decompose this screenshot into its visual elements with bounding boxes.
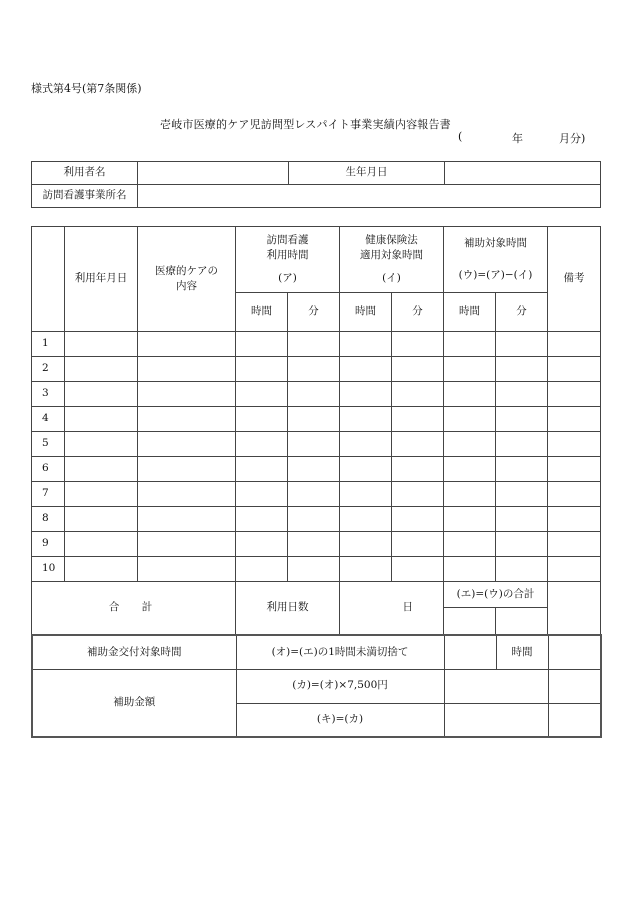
subsidy-minutes-cell[interactable] [496, 382, 548, 407]
insurance-minutes-cell[interactable] [392, 332, 444, 357]
record-row [32, 407, 601, 432]
date-cell[interactable] [65, 457, 138, 482]
usage-days-field[interactable] [340, 582, 444, 635]
subsidy-minutes-cell[interactable] [496, 507, 548, 532]
period-month-label: 月分) [559, 132, 586, 145]
row-number: 10 [32, 557, 65, 582]
care-content-cell[interactable] [138, 382, 236, 407]
visit-hours-cell[interactable] [236, 557, 288, 582]
care-content-cell[interactable] [138, 482, 236, 507]
days-unit: 日 [402, 601, 413, 614]
date-cell[interactable] [65, 557, 138, 582]
row-number: 8 [32, 507, 65, 532]
row-number: 1 [32, 332, 65, 357]
subsidy-minutes-cell[interactable] [496, 457, 548, 482]
insurance-minutes-cell[interactable] [392, 482, 444, 507]
visit-code: (ア) [278, 272, 297, 285]
visit-minutes-cell[interactable] [288, 357, 340, 382]
subsidy-minutes-cell[interactable] [496, 432, 548, 457]
amount-field-2[interactable] [444, 703, 548, 737]
date-cell[interactable] [65, 382, 138, 407]
insurance-minutes-cell[interactable] [392, 407, 444, 432]
subsidy-header-line1: 補助対象時間 [464, 237, 527, 250]
usage-record-table [31, 226, 601, 635]
subsidy-hours-cell[interactable] [444, 557, 496, 582]
visit-hours-header: 時間 [236, 293, 288, 332]
care-content-cell[interactable] [138, 332, 236, 357]
target-hours-formula: (オ)=(エ)の1時間未満切捨て [236, 635, 444, 669]
insurance-hours-cell[interactable] [340, 357, 392, 382]
form-number: 様式第4号(第7条関係) [31, 82, 142, 95]
row-number: 7 [32, 482, 65, 507]
visit-hours-cell[interactable] [236, 407, 288, 432]
insurance-minutes-cell[interactable] [392, 432, 444, 457]
care-header-line2: 内容 [176, 280, 197, 292]
care-content-cell[interactable] [138, 407, 236, 432]
record-row [32, 532, 601, 557]
visit-hours-cell[interactable] [236, 332, 288, 357]
row-number: 5 [32, 432, 65, 457]
subsidy-hours-cell[interactable] [444, 332, 496, 357]
row-number: 4 [32, 407, 65, 432]
row-number: 6 [32, 457, 65, 482]
visit-hours-cell[interactable] [236, 482, 288, 507]
visit-minutes-cell[interactable] [288, 332, 340, 357]
record-row [32, 332, 601, 357]
record-row [32, 457, 601, 482]
subsidy-time-header [444, 227, 548, 293]
total-label [32, 582, 236, 635]
record-row [32, 557, 601, 582]
insurance-hours-header: 時間 [340, 293, 392, 332]
care-content-cell[interactable] [138, 357, 236, 382]
remarks-cell[interactable] [548, 532, 601, 557]
insurance-minutes-cell[interactable] [392, 507, 444, 532]
insurance-minutes-cell[interactable] [392, 532, 444, 557]
insurance-hours-cell[interactable] [340, 457, 392, 482]
subsidy-minutes-cell[interactable] [496, 357, 548, 382]
visit-minutes-cell[interactable] [288, 557, 340, 582]
date-cell[interactable] [65, 507, 138, 532]
insurance-hours-cell[interactable] [340, 332, 392, 357]
user-name-label: 利用者名 [32, 162, 138, 185]
total-formula: (エ)=(ウ)の合計 [444, 582, 548, 608]
amount-label: 補助金額 [32, 669, 236, 737]
target-hours-label: 補助金交付対象時間 [32, 635, 236, 669]
subsidy-hours-cell[interactable] [444, 432, 496, 457]
target-hours-unit: 時間 [496, 635, 548, 669]
date-cell[interactable] [65, 432, 138, 457]
visit-hours-cell[interactable] [236, 357, 288, 382]
office-field[interactable] [138, 185, 601, 208]
record-row [32, 507, 601, 532]
subsidy-hours-cell[interactable] [444, 532, 496, 557]
visit-hours-cell[interactable] [236, 532, 288, 557]
subsidy-minutes-cell[interactable] [496, 532, 548, 557]
subsidy-summary-table [31, 634, 602, 738]
row-number-header [32, 227, 65, 332]
care-content-cell[interactable] [138, 532, 236, 557]
report-period [458, 130, 588, 144]
target-hours-field[interactable] [444, 635, 496, 669]
remarks-cell[interactable] [548, 482, 601, 507]
record-row [32, 482, 601, 507]
visit-minutes-header: 分 [288, 293, 340, 332]
remarks-cell[interactable] [548, 507, 601, 532]
office-label: 訪問看護事業所名 [32, 185, 138, 208]
record-row [32, 382, 601, 407]
subsidy-hours-cell[interactable] [444, 507, 496, 532]
visit-header-line2: 利用時間 [266, 248, 309, 261]
remarks-cell[interactable] [548, 332, 601, 357]
total-hours-cell[interactable] [444, 608, 496, 635]
subsidy-minutes-header: 分 [496, 293, 548, 332]
remarks-cell[interactable] [548, 357, 601, 382]
visit-time-header [236, 227, 340, 293]
care-content-header [138, 227, 236, 332]
insurance-hours-cell[interactable] [340, 482, 392, 507]
subsidy-minutes-cell[interactable] [496, 557, 548, 582]
document-title: 壱岐市医療的ケア児訪問型レスパイト事業実績内容報告書 [160, 118, 451, 131]
care-content-cell[interactable] [138, 457, 236, 482]
subsidy-hours-cell[interactable] [444, 382, 496, 407]
amount-formula-2: (キ)=(カ) [236, 703, 444, 737]
care-content-cell[interactable] [138, 507, 236, 532]
period-year-label: 年 [512, 132, 523, 145]
visit-header-line1: 訪問看護 [266, 233, 309, 246]
remarks-cell[interactable] [548, 432, 601, 457]
care-header-line1: 医療的ケアの [155, 264, 218, 277]
birthdate-label: 生年月日 [289, 162, 445, 185]
total-minutes-cell[interactable] [496, 608, 548, 635]
subsidy-hours-header: 時間 [444, 293, 496, 332]
row-number: 2 [32, 357, 65, 382]
subsidy-hours-cell[interactable] [444, 457, 496, 482]
birthdate-field[interactable] [445, 162, 601, 185]
user-name-field[interactable] [138, 162, 289, 185]
visit-minutes-cell[interactable] [288, 482, 340, 507]
date-cell[interactable] [65, 332, 138, 357]
target-hours-remarks[interactable] [548, 635, 601, 669]
remarks-cell[interactable] [548, 407, 601, 432]
date-cell[interactable] [65, 532, 138, 557]
visit-minutes-cell[interactable] [288, 407, 340, 432]
insurance-minutes-cell[interactable] [392, 382, 444, 407]
subsidy-formula: (ウ)=(ア)−(イ) [458, 268, 533, 281]
subsidy-hours-cell[interactable] [444, 357, 496, 382]
record-rows [32, 332, 601, 582]
insurance-header-line1: 健康保険法 [365, 233, 418, 246]
amount-remarks-2[interactable] [548, 703, 601, 737]
insurance-hours-cell[interactable] [340, 382, 392, 407]
record-row [32, 357, 601, 382]
visit-minutes-cell[interactable] [288, 507, 340, 532]
visit-hours-cell[interactable] [236, 382, 288, 407]
row-number: 9 [32, 532, 65, 557]
row-number: 3 [32, 382, 65, 407]
date-cell[interactable] [65, 357, 138, 382]
amount-formula-1: (カ)=(オ)×7,500円 [236, 669, 444, 703]
remarks-cell[interactable] [548, 557, 601, 582]
total-remarks-cell[interactable] [548, 582, 601, 635]
remarks-cell[interactable] [548, 457, 601, 482]
amount-remarks-1[interactable] [548, 669, 601, 703]
remarks-cell[interactable] [548, 382, 601, 407]
insurance-hours-cell[interactable] [340, 532, 392, 557]
visit-hours-cell[interactable] [236, 432, 288, 457]
visit-minutes-cell[interactable] [288, 382, 340, 407]
visit-minutes-cell[interactable] [288, 432, 340, 457]
amount-field-1[interactable] [444, 669, 548, 703]
insurance-minutes-cell[interactable] [392, 357, 444, 382]
visit-hours-cell[interactable] [236, 507, 288, 532]
date-cell[interactable] [65, 407, 138, 432]
visit-minutes-cell[interactable] [288, 457, 340, 482]
subsidy-minutes-cell[interactable] [496, 407, 548, 432]
remarks-header: 備考 [548, 227, 601, 332]
subsidy-hours-cell[interactable] [444, 407, 496, 432]
subsidy-minutes-cell[interactable] [496, 482, 548, 507]
insurance-code: (イ) [382, 272, 401, 285]
record-row [32, 432, 601, 457]
total-label-text: 合 計 [108, 601, 159, 614]
visit-hours-cell[interactable] [236, 457, 288, 482]
date-cell[interactable] [65, 482, 138, 507]
insurance-minutes-header: 分 [392, 293, 444, 332]
insurance-hours-cell[interactable] [340, 507, 392, 532]
insurance-hours-cell[interactable] [340, 432, 392, 457]
insurance-header-line2: 適用対象時間 [360, 248, 423, 261]
care-content-cell[interactable] [138, 557, 236, 582]
insurance-minutes-cell[interactable] [392, 457, 444, 482]
insurance-time-header [340, 227, 444, 293]
date-header: 利用年月日 [65, 227, 138, 332]
subsidy-minutes-cell[interactable] [496, 332, 548, 357]
care-content-cell[interactable] [138, 432, 236, 457]
user-info-table [31, 161, 601, 208]
subsidy-hours-cell[interactable] [444, 482, 496, 507]
period-open-paren: ( [458, 130, 463, 143]
insurance-minutes-cell[interactable] [392, 557, 444, 582]
visit-minutes-cell[interactable] [288, 532, 340, 557]
usage-days-label: 利用日数 [236, 582, 340, 635]
insurance-hours-cell[interactable] [340, 407, 392, 432]
insurance-hours-cell[interactable] [340, 557, 392, 582]
